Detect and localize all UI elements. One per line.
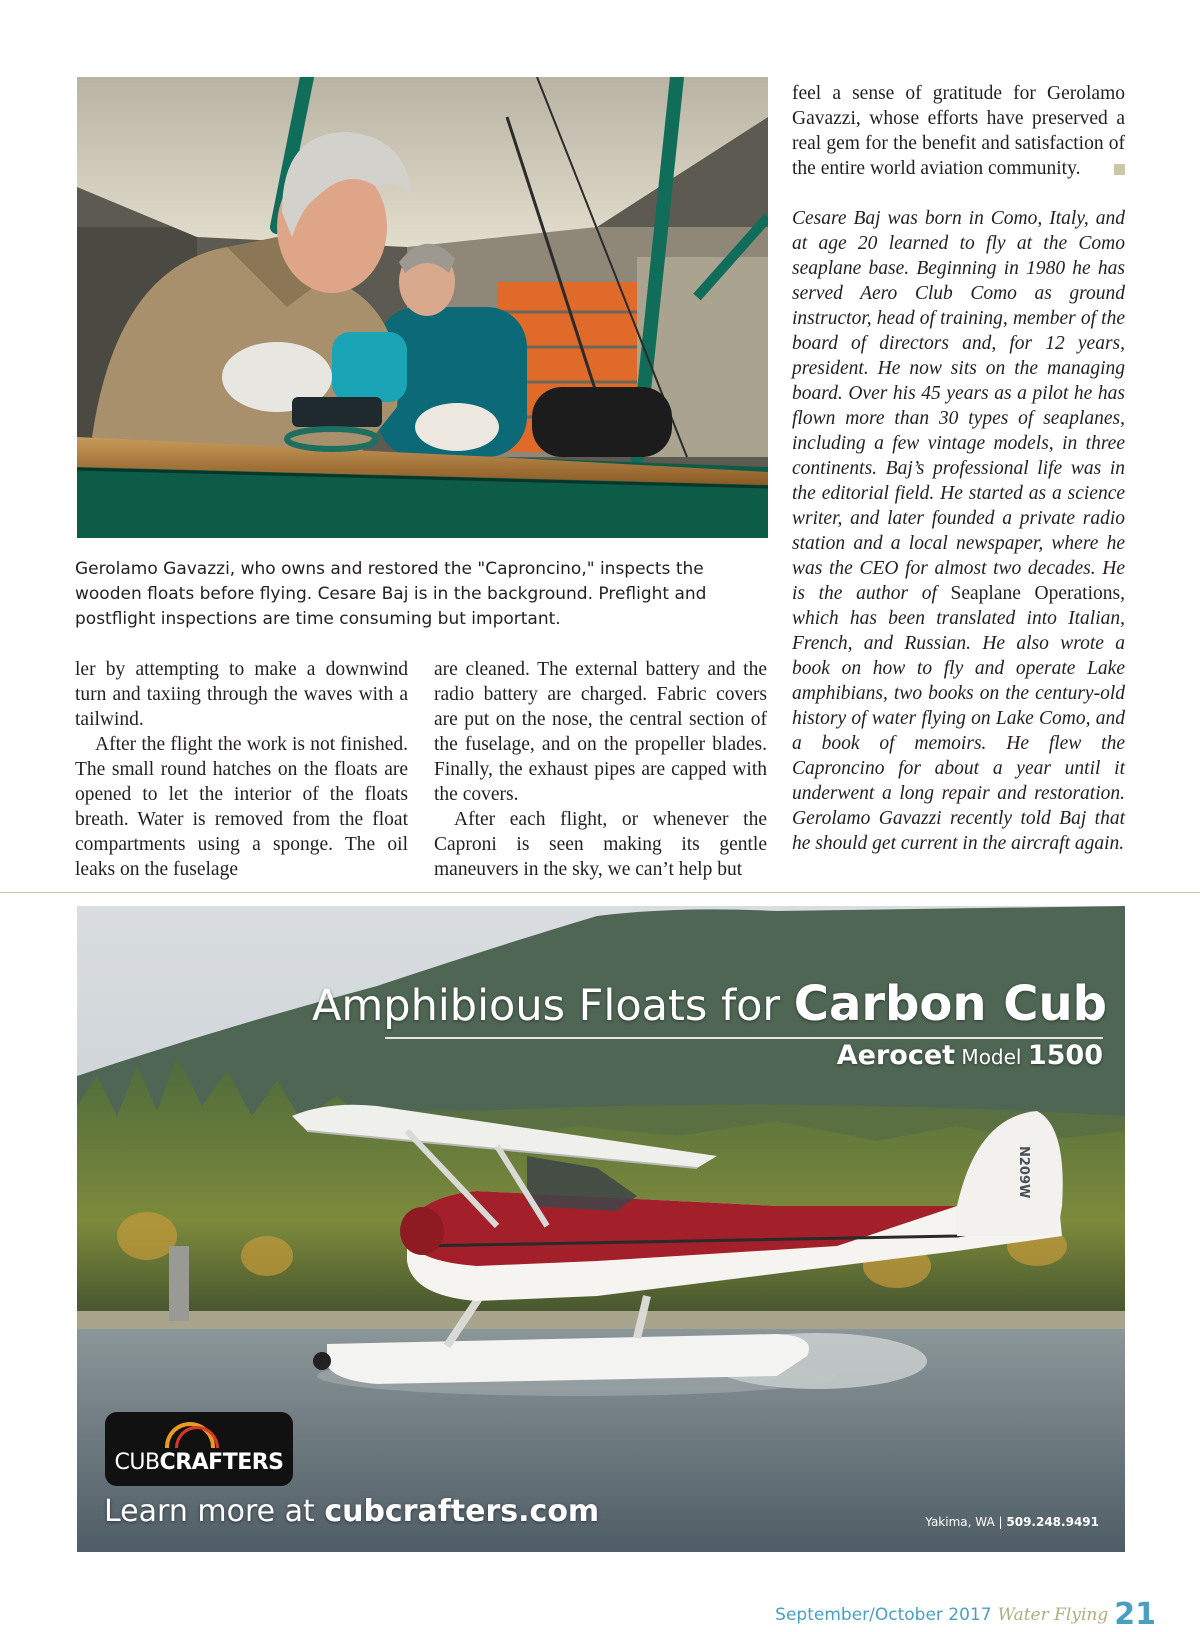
ad-contact-info [925,1515,1099,1529]
article-column-2 [434,657,767,882]
ad-call-to-action[interactable] [104,1494,599,1529]
paragraph: ler by attempting to make a downwind turn and taxiing through the waves with a tailwind. [75,659,408,730]
ad-headline-rule [385,1037,1103,1039]
page-footer [775,1593,1156,1632]
headline-product: Carbon Cub [793,976,1107,1032]
article-column-1 [75,657,408,882]
cta-text: Learn more at [104,1494,325,1529]
cta-url-link[interactable]: cubcrafters.com [324,1494,600,1529]
paragraph-closing [792,81,1125,181]
paragraph: are cleaned. The external battery and the radio battery are charged. Fabric covers are put on the nose, the central section of the fuselage, and on the propeller blades. Finally, the exhaust pipes are capped with the covers. [434,659,767,805]
inspection-photo [77,77,768,538]
ad-headline [312,976,1107,1032]
bio-text: which has been translated into Italian, French, and Russian. He also wrote a book on how to fly and operate Lake amphibians, two books on the century-old history of water flying on Lake Como, and a book of memoirs. He flew the Caproncino for about a year until it underwent a long repair and restoration. Gerolamo Gavazzi recently told Baj that he should get current in the aircraft again. [792,608,1125,854]
page-number: 21 [1114,1597,1156,1632]
paragraph: After each flight, or whenever the Caproni is seen making its gentle maneuvers in the sky, we can’t help but [434,809,767,880]
article-column-3 [792,81,1125,856]
headline-text: Amphibious Floats for [312,981,794,1031]
tail-number: N209W [1016,1146,1031,1199]
author-bio [792,206,1125,856]
cubcrafters-ad[interactable] [77,906,1125,1552]
photo-caption: Gerolamo Gavazzi, who owns and restored the "Caproncino," inspects the wooden floats before flying. Cesare Baj is in the background. Preflight and postflight inspections are time consuming but important. [75,559,707,629]
issue-date: September/October 2017 [775,1605,992,1625]
contact-separator: | [998,1515,1003,1529]
ad-subheadline [837,1040,1103,1071]
logo-wordmark [105,1450,293,1475]
contact-phone: 509.248.9491 [1006,1515,1099,1529]
cubcrafters-logo[interactable] [105,1412,293,1486]
end-of-article-mark [1114,164,1125,175]
bio-text: Cesare Baj was born in Como, Italy, and at age 20 learned to fly at the Como seaplane base. Beginning in 1980 he has served Aero Club Como as ground instructor, head of training, member of the board of directors and, for 12 years, president. He now sits on the managing board. Over his 45 years as a pilot he has flown more than 30 types of seaplanes, including a few vintage models, in three continents. Baj’s professional life was in the editorial field. He started as a science writer, and later founded a private radio station and a local newspaper, where he was the CEO for almost two decades. He is the author of [792,208,1125,604]
magazine-name: Water Flying [997,1605,1109,1625]
book-title: Seaplane Operations, [950,583,1125,604]
section-divider [0,892,1200,893]
logo-word-bold: CRAFTERS [159,1450,284,1475]
contact-location: Yakima, WA [925,1515,995,1529]
subheadline-model-number: 1500 [1027,1040,1103,1071]
closing-text: feel a sense of gratitude for Gerolamo Gavazzi, whose efforts have preserved a real gem for the benefit and satisfaction of the entire world aviation community. [792,83,1125,179]
subheadline-brand: Aerocet [836,1040,956,1071]
subheadline-model-label: Model [955,1045,1028,1069]
paragraph: After the flight the work is not finished. The small round hatches on the floats are opened to let the interior of the floats breath. Water is removed from the float compartments using a sponge. The oil leaks on the fuselage [75,734,408,880]
logo-word-light: CUB [114,1450,160,1475]
